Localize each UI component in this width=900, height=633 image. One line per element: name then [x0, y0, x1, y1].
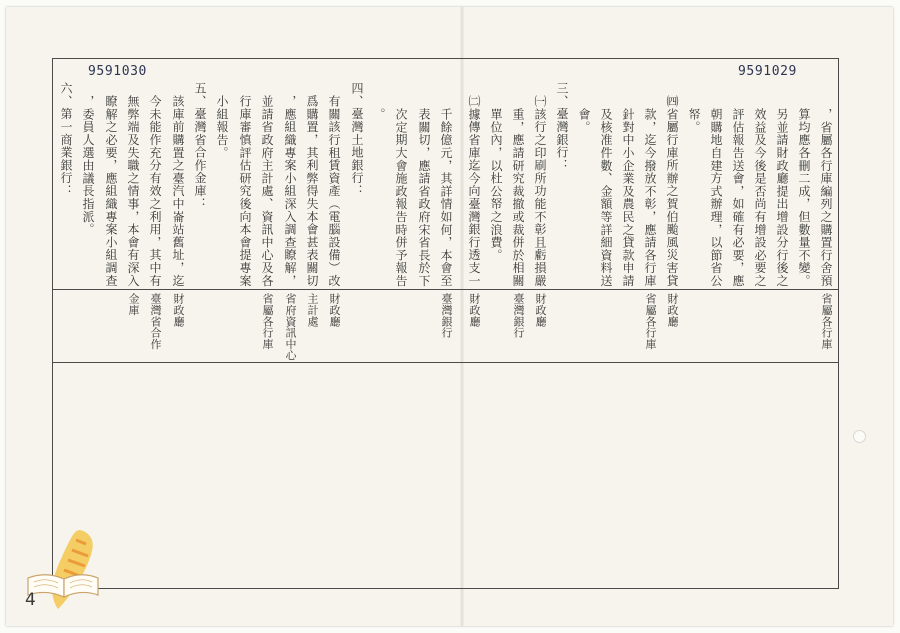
body-text-column: ，應組織專案小組深入調查瞭解，: [283, 95, 297, 287]
body-text-column: 千餘億元，其詳情如何，本會至: [439, 108, 453, 288]
body-text-column: 單位內，以杜公帑之浪費。: [489, 108, 503, 262]
body-text-column: 朝購地自建方式辦理，以節省公: [709, 108, 723, 288]
handwritten-page-number: 4: [25, 590, 36, 610]
body-text-column: 並請省政府主計處、資訊中心及各: [260, 95, 274, 287]
agency-label: 臺灣銀行: [440, 293, 453, 339]
numbered-item-column: ㈡據傳省庫迄今向臺灣銀行透支一: [467, 95, 481, 287]
agency-label: 臺灣銀行: [512, 293, 525, 339]
agency-label: 省屬各行庫: [820, 293, 833, 350]
body-text-column: 會。: [577, 108, 591, 134]
body-text-column: 小組報告。: [215, 95, 229, 159]
body-text-column: 該庫前購置之臺汽中崙站舊址，迄: [171, 95, 185, 287]
agency-label: 財政廳: [468, 293, 481, 327]
body-text-column: 算均應各刪二成，但數量不變。: [797, 108, 811, 288]
body-text-column: ，省屬各行庫編列之購置行舍預: [819, 108, 833, 288]
punch-hole-mark: [853, 430, 866, 443]
agency-label: 省屬各行庫: [261, 293, 274, 350]
section-heading: 五、臺灣省合作金庫：: [193, 82, 207, 210]
body-text-column: 。: [372, 108, 386, 121]
body-text-column: ，委員人選由議長指派。: [81, 95, 95, 236]
table-row-divider: [52, 362, 839, 363]
body-text-column: 重，應請研究裁撤或裁併於相關: [511, 108, 525, 288]
agency-label: 財政廳: [534, 293, 547, 327]
body-text-column: 行庫審慎評估研究後向本會提專案: [238, 95, 252, 287]
body-text-column: 針對中小企業及農民之貸款申請: [621, 108, 635, 288]
section-heading: 六、第一商業銀行：: [59, 82, 73, 198]
body-text-column: 評估報告送會，如確有必要，應: [731, 108, 745, 288]
body-text-column: 無弊端及失職之情事，本會有深入: [126, 95, 140, 287]
section-heading: 四、臺灣土地銀行：: [350, 82, 364, 198]
body-text-column: 爲購置，其利弊得失本會甚表關切: [305, 95, 319, 287]
body-text-column: 另並請財政廳提出增設分行後之: [775, 108, 789, 288]
agency-label: 財政廳: [328, 293, 341, 327]
body-text-column: 瞭解之必要，應組織專案小組調查: [104, 95, 118, 287]
numbered-item-column: ㈣省屬行庫所辦之賀伯颱風災害貸: [665, 95, 679, 287]
left-page-serial-number: 9591030: [88, 64, 147, 79]
table-row-divider: [52, 289, 839, 290]
agency-label: 省屬各行庫: [644, 293, 657, 350]
body-text-column: 次定期大會施政報告時併予報告: [394, 108, 408, 288]
section-heading: 三、臺灣銀行：: [555, 82, 569, 172]
body-text-column: 及核准件數、金額等詳細資料送: [599, 108, 613, 288]
agency-label: 主計處: [306, 293, 319, 327]
body-text-column: 有關該行租賃資產（電腦設備）改: [327, 95, 341, 287]
body-text-column: 今未能作充分有效之利用，其中有: [148, 95, 162, 287]
numbered-item-column: ㈠該行之印刷所功能不彰且虧損嚴: [533, 95, 547, 287]
agency-label: 財政廳: [172, 293, 185, 327]
body-text-column: 帑。: [687, 108, 701, 134]
body-text-column: 表關切，應請省政府宋省長於下: [417, 108, 431, 288]
body-text-column: 款，迄今撥放不彰，應請各行庫: [643, 108, 657, 288]
right-page-serial-number: 9591029: [738, 64, 797, 79]
body-text-column: 效益及今後是否尚有增設必要之: [753, 108, 767, 288]
agency-label: 財政廳: [666, 293, 679, 327]
agency-label: 省府資訊中心: [284, 293, 297, 361]
agency-label: 臺灣省合作金庫: [127, 293, 162, 350]
